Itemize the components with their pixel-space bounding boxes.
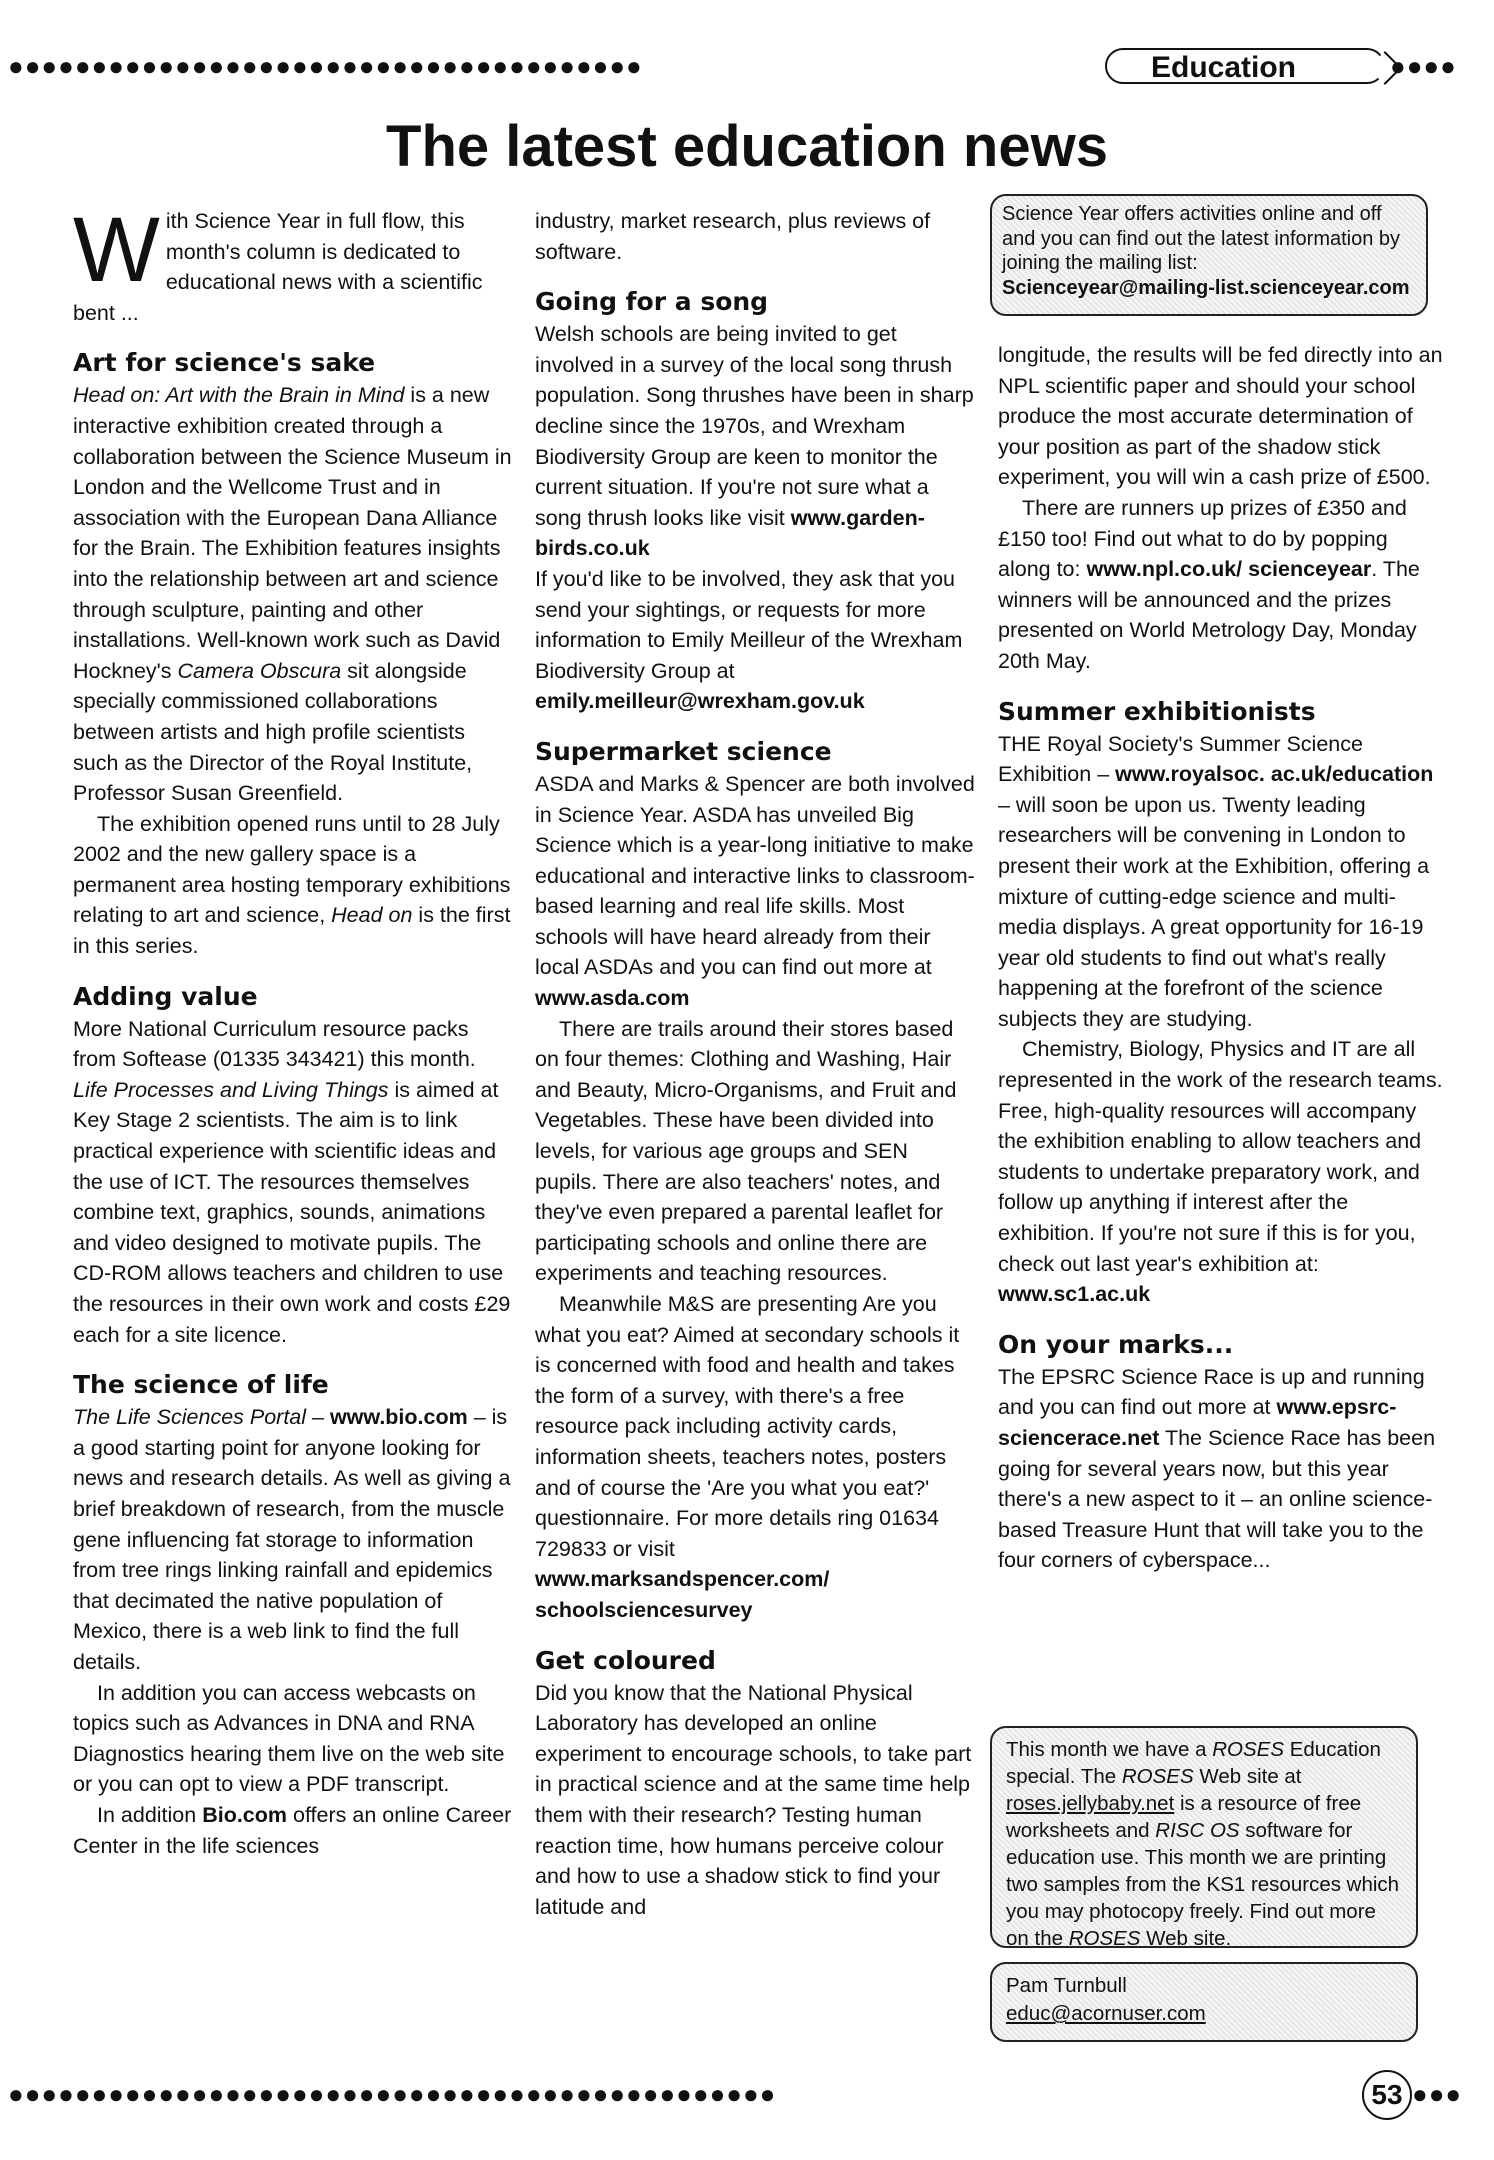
heading-art: Art for science's sake — [73, 348, 376, 378]
life-bio-link[interactable]: Bio.com — [202, 1802, 288, 1827]
royalsoc-link[interactable]: www.royalsoc. ac.uk/education — [1115, 762, 1434, 787]
page-headline: The latest education news — [386, 114, 1108, 179]
summer-paragraph-1 — [998, 729, 1443, 1035]
heading-on-your-marks: On your marks... — [998, 1329, 1234, 1359]
life-portal-link[interactable]: www.bio.com — [329, 1405, 468, 1430]
life-text-3-rest: offers an online Career Center in the life sciences — [73, 1802, 512, 1858]
author-box — [990, 1962, 1418, 2042]
marks-text-rest: The Science Race has been going for several years now, but this year there's a new aspect to it – an online science-based Treasure Hunt that will take you to the four corners of cyberspace... — [998, 1426, 1436, 1573]
market-link-asda[interactable]: www.asda.com — [535, 986, 690, 1011]
summer-text-start: THE Royal Society's Summer Science Exhibition – — [998, 731, 1363, 787]
roses-link[interactable]: roses.jellybaby.net — [1006, 1792, 1175, 1815]
col3-continuation: longitude, the results will be fed directly into an NPL scientific paper and should your school produce the most accurate determination of your position as part of the shadow stick experiment, you will win a cash prize of £500. — [998, 343, 1443, 490]
column-3 — [998, 340, 1443, 1576]
marks-paragraph — [998, 1362, 1443, 1576]
section-tab-education — [1105, 48, 1385, 84]
bottom-dot-border: ●●●●●●●●●●●●●●●●●●●●●●●●●●●●●●●●●●●●●●●●●●●●●● — [8, 2081, 777, 2107]
intro-text: ith Science Year in full flow, this month's column is dedicated to educational news with a scientific bent ... — [73, 209, 483, 325]
author-email[interactable]: educ@acornuser.com — [1006, 2002, 1206, 2025]
market-paragraph-3: Meanwhile M&S are presenting Are you what you eat? Aimed at secondary schools it is concerned with food and health and takes the form of a survey, with there's a free resource pack including activity cards, information sheets, teachers notes, posters and of course the 'Are you what you eat?' questionnaire. For more details ring 01634 729833 or visit — [535, 1292, 960, 1561]
adding-text-start: More National Curriculum resource packs from Softease (01335 343421) this month. — [73, 1016, 476, 1072]
life-text-1: – is a good starting point for anyone looking for news and research details. As well as giving a brief breakdown of research, from the muscle gene influencing fat storage to information from tree rings linking rainfall and epidemics that decimated the native population of Mexico, there is a web link to find the full details. — [73, 1405, 511, 1674]
summer-paragraph-2: Chemistry, Biology, Physics and IT are all represented in the work of the research teams. Free, high-quality resources will accompany the exhibition enabling to allow teachers and students to undertake preparatory work, and follow up anything if interest after the exhibition. If you're not sure if this is for you, check out last year's exhibition at: — [998, 1037, 1443, 1276]
roses-t6: Web site. — [1140, 1927, 1232, 1950]
mailing-list-box — [990, 194, 1428, 316]
adding-paragraph — [73, 1014, 513, 1351]
art-paragraph-2 — [73, 809, 513, 962]
page-number: 53 — [1362, 2070, 1412, 2120]
mailing-list-email[interactable]: Scienceyear@mailing-list.scienceyear.com — [1002, 276, 1410, 299]
intro-paragraph — [73, 199, 513, 328]
prizes-text-end: . The winners will be announced and the prizes presented on World Metrology Day, Monday 20th May. — [998, 557, 1420, 673]
author-name: Pam Turnbull — [1006, 1974, 1127, 1997]
summer-text-rest: – will soon be upon us. Twenty leading researchers will be convening in London to present their work at the Exhibition, offering a mixture of cutting-edge science and multi-media displays. A great opportunity for 16-19 year old students to find out what's really happening at the forefront of the science subjects they are studying. — [998, 792, 1430, 1031]
life-paragraph-2: In addition you can access webcasts on topics such as Advances in DNA and RNA Diagnostics hearing them live on the web site or you can opt to view a PDF transcript. — [73, 1680, 505, 1797]
life-text-3-start: In addition — [97, 1802, 203, 1827]
column-1 — [73, 199, 513, 1861]
epsrc-link[interactable]: www.epsrc-sciencerace.net — [998, 1395, 1397, 1450]
market-paragraph-2: There are trails around their stores based on four themes: Clothing and Washing, Hair and Beauty, Micro-Organisms, and Fruit and Vegetables. These have been divided into levels, for various age groups and SEN pupils. There are also teachers' notes, and they've even prepared a parental leaflet for participating schools and online there are experiments and teaching resources. — [535, 1016, 957, 1286]
roses-t1: This month we have a — [1006, 1738, 1213, 1761]
adding-text-rest: is aimed at Key Stage 2 scientists. The aim is to link practical experience with scientific ideas and the use of ICT. The resources themselves combine text, graphics, sounds, animations and video designed to motivate pupils. The CD-ROM allows teachers and children to use the resources in their own work and costs £29 each for a site licence. — [73, 1077, 511, 1347]
roses-t2: Education special. The — [1006, 1738, 1381, 1788]
heading-supermarket-science: Supermarket science — [535, 736, 832, 766]
art-text-2-end: is the first in this series. — [73, 903, 511, 959]
heading-get-coloured: Get coloured — [535, 1645, 716, 1675]
life-portal-title: The Life Sciences Portal — [73, 1405, 307, 1430]
market-link-ms[interactable]: www.marksandspencer.com/ schoolsciencesurvey — [535, 1567, 830, 1622]
song-paragraph-2: If you'd like to be involved, they ask that you send your sightings, or requests for more information to Emily Meilleur of the Wrexham Biodiversity Group at — [535, 566, 963, 683]
roses-t4: is a resource of free worksheets and — [1006, 1792, 1362, 1842]
section-label: Education — [1151, 51, 1297, 84]
life-dash: – — [306, 1405, 330, 1430]
roses-name-3: ROSES — [1068, 1927, 1141, 1950]
column-2 — [535, 206, 975, 1922]
song-paragraph-1 — [535, 319, 975, 564]
risc-os-name: RISC OS — [1155, 1819, 1240, 1842]
art-series-title: Head on — [331, 903, 413, 928]
prizes-text: There are runners up prizes of £350 and £150 too! Find out what to do by popping along to: — [998, 495, 1407, 582]
top-dot-border: ●●●●●●●●●●●●●●●●●●●●●●●●●●●●●●●●●●●●●● — [8, 53, 643, 79]
heading-adding-value: Adding value — [73, 981, 258, 1011]
roses-name-1: ROSES — [1212, 1738, 1285, 1761]
top-dot-border-right: ●●●● — [1390, 53, 1457, 79]
life-paragraph-1 — [73, 1402, 513, 1677]
adding-product-title: Life Processes and Living Things — [73, 1077, 389, 1102]
roses-t5: software for education use. This month we are printing two samples from the KS1 resources which you may photocopy freely. Find out more on the — [1006, 1819, 1400, 1950]
art-text-2: The exhibition opened runs until to 28 July 2002 and the new gallery space is a permanent area hosting temporary exhibitions relating to art and science, — [73, 811, 511, 928]
art-paragraph-1 — [73, 380, 513, 808]
art-text-1: is a new interactive exhibition created through a collaboration between the Science Museum in London and the Wellcome Trust and in association with the European Dana Alliance for the Brain. The Exhibition features insights into the relationship between art and science through sculpture, painting and other installations. Well-known work such as David Hockney's — [73, 383, 512, 683]
drop-cap: W — [73, 199, 160, 301]
market-paragraph-1: ASDA and Marks & Spencer are both involved in Science Year. ASDA has unveiled Big Science which is a year-long initiative to make educational and interactive links to classroom-based learning and real life skills. Most schools will have heard already from their local ASDAs and you can find out more at — [535, 771, 975, 980]
heading-science-of-life: The science of life — [73, 1370, 329, 1400]
sc1-link[interactable]: www.sc1.ac.uk — [998, 1282, 1151, 1307]
mailing-list-text: Science Year offers activities online and off and you can find out the latest information by joining the mailing list: — [1002, 203, 1401, 274]
heading-going-for-a-song: Going for a song — [535, 287, 769, 317]
bottom-dot-border-right: ●●● — [1412, 2081, 1463, 2107]
coloured-paragraph-1: Did you know that the National Physical Laboratory has developed an online experiment to encourage schools, to take part in practical science and at the same time help them with their research? Testing human reaction time, how humans perceive colour and how to use a shadow stick to find your latitude and — [535, 1680, 972, 1919]
art-work-title: Camera Obscura — [177, 658, 342, 683]
song-email-link[interactable]: emily.meilleur@wrexham.gov.uk — [535, 689, 865, 714]
col2-continuation: industry, market research, plus reviews of software. — [535, 209, 931, 264]
npl-link[interactable]: www.npl.co.uk/ scienceyear — [1086, 557, 1372, 582]
art-exhibition-title: Head on: Art with the Brain in Mind — [73, 383, 405, 408]
life-paragraph-3 — [73, 1800, 513, 1861]
marks-text-start: The EPSRC Science Race is up and running and you can find out more at — [998, 1364, 1425, 1420]
art-text-1-end: sit alongside specially commissioned collaborations between artists and high profile scientists such as the Director of the Royal Institute, Professor Susan Greenfield. — [73, 658, 473, 806]
col3-prizes-paragraph — [998, 493, 1443, 677]
roses-text — [1006, 1736, 1402, 1952]
song-text-1: Welsh schools are being invited to get involved in a survey of the local song thrush population. Song thrushes have been in sharp decline since the 1970s, and Wrexham Biodiversity Group are keen to monitor the current situation. If you're not sure what a song thrush looks like visit — [535, 322, 974, 530]
roses-t3: Web site at — [1193, 1765, 1302, 1788]
heading-summer-exhibitionists: Summer exhibitionists — [998, 696, 1316, 726]
song-link-garden-birds[interactable]: www.garden-birds.co.uk — [535, 505, 925, 561]
roses-name-2: ROSES — [1121, 1765, 1194, 1788]
roses-special-box — [990, 1726, 1418, 1948]
